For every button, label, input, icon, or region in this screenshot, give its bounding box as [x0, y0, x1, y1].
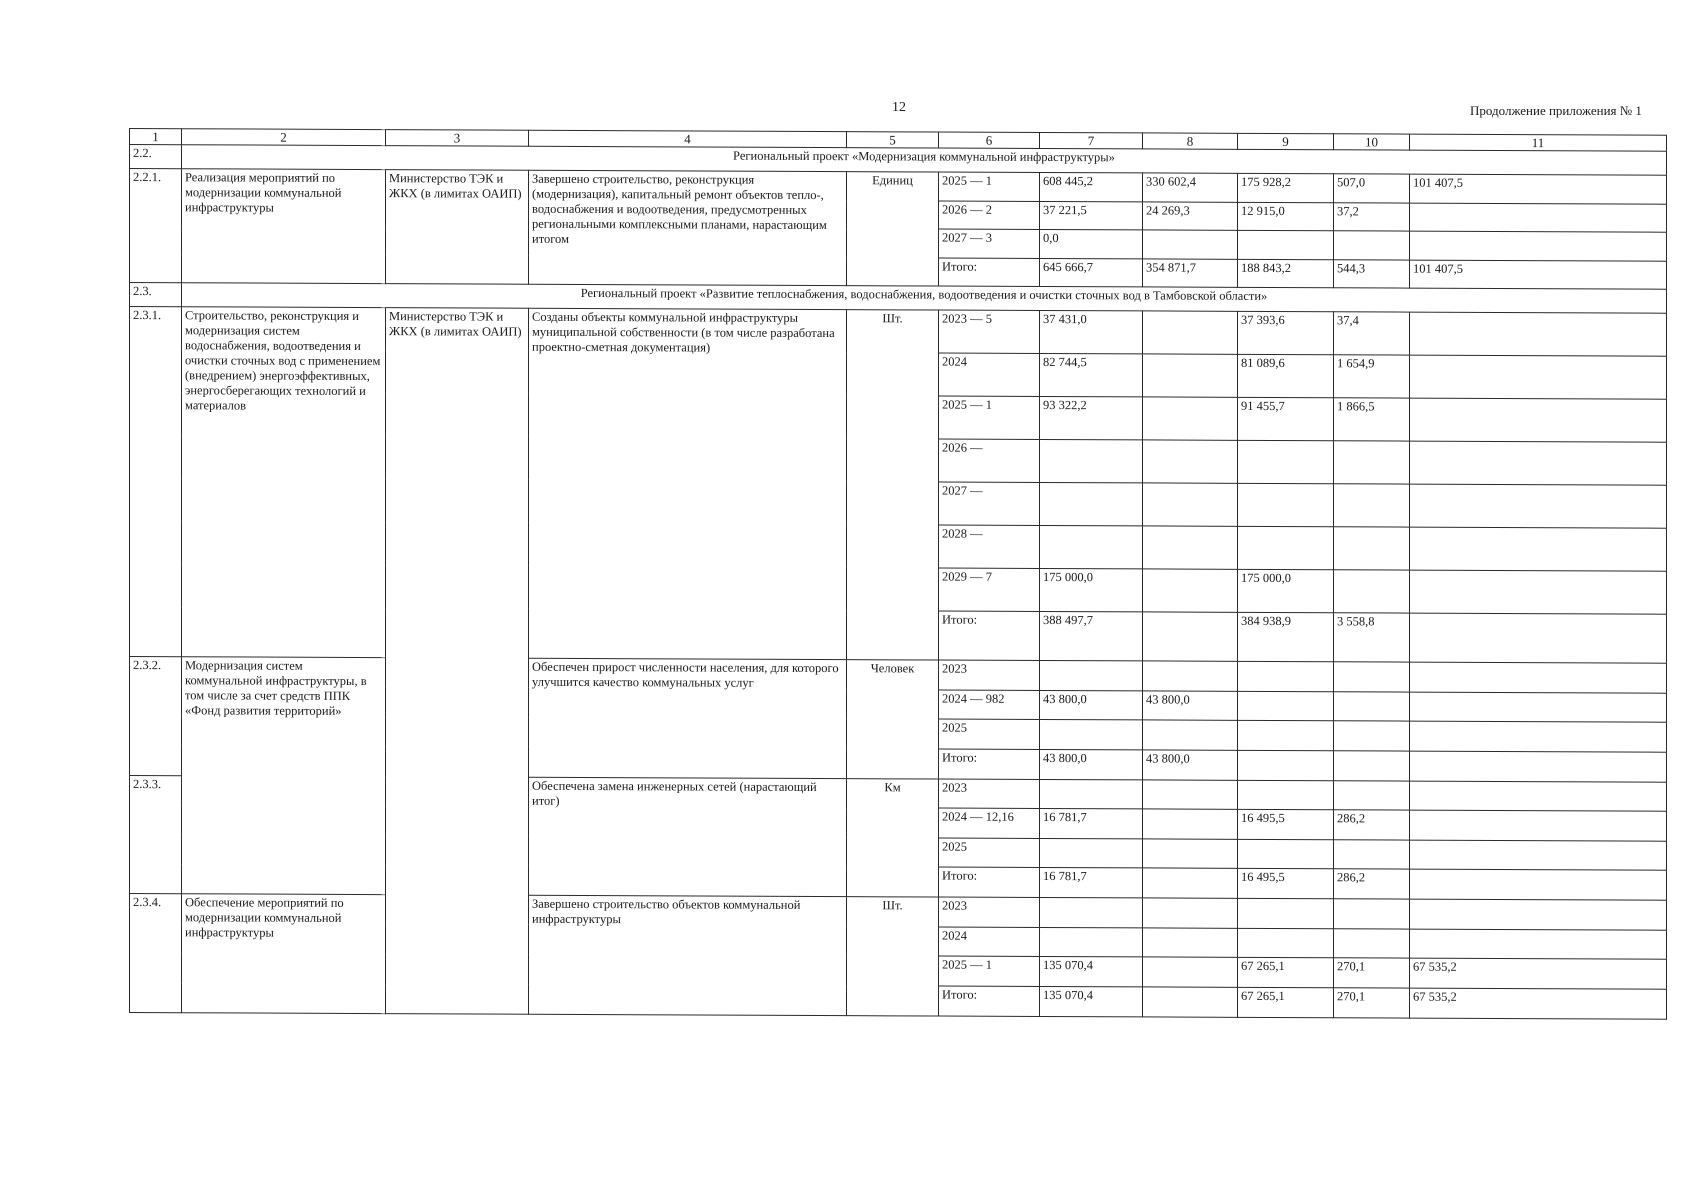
value-cell [1334, 484, 1410, 527]
table-row [130, 306, 1667, 356]
item-result: Завершено строительство объектов коммунальной инфраструктуры [529, 895, 847, 1015]
value-cell: 3 558,8 [1334, 613, 1410, 662]
value-cell [1143, 397, 1238, 440]
value-cell [1143, 230, 1238, 259]
year-cell: 2023 [939, 897, 1040, 927]
year-cell: 2026 — [939, 439, 1040, 482]
item-result: Завершено строительство, реконструкция (модернизация), капитальный ремонт объектов тепло-, водоснабжения и водоотведения, предусмотренных региональными комплексными планами, нарастающим итогом [529, 170, 847, 286]
value-cell [1238, 928, 1334, 958]
value-cell: 91 455,7 [1238, 397, 1334, 440]
value-cell [1143, 311, 1238, 354]
value-cell [1410, 312, 1667, 356]
value-cell: 37,4 [1334, 312, 1410, 355]
item-unit: Км [847, 778, 939, 897]
column-number: 5 [847, 132, 939, 149]
column-number: 4 [529, 130, 847, 148]
year-cell: 2025 — 1 [939, 172, 1040, 201]
value-cell [1040, 720, 1143, 750]
year-cell: Итого: [939, 258, 1040, 287]
value-cell [1143, 957, 1238, 987]
value-cell: 37 221,5 [1040, 201, 1143, 230]
table-row [130, 894, 1667, 930]
value-cell [1143, 720, 1238, 750]
value-cell [1410, 692, 1667, 723]
value-cell: 286,2 [1334, 869, 1410, 899]
year-cell: 2026 — 2 [939, 201, 1040, 230]
value-cell: 67 535,2 [1410, 959, 1667, 990]
item-executor: Министерство ТЭК и ЖКХ (в лимитах ОАИП) [386, 170, 529, 285]
value-cell: 43 800,0 [1143, 690, 1238, 720]
value-cell [1143, 868, 1238, 898]
value-cell: 270,1 [1334, 958, 1410, 988]
value-cell [1040, 482, 1143, 525]
year-cell: 2025 [939, 838, 1040, 868]
value-cell [1143, 569, 1238, 612]
value-cell: 81 089,6 [1238, 354, 1334, 397]
section-title: Региональный проект «Развитие теплоснабжения, водоснабжения, водоотведения и очистки сточных вод в Тамбовской области» [182, 283, 1667, 313]
value-cell: 135 070,4 [1040, 957, 1143, 987]
page-number: 12 [892, 100, 906, 115]
value-cell [1410, 484, 1667, 528]
item-measure: Реализация мероприятий по модернизации коммунальной инфраструктуры [182, 169, 386, 284]
value-cell [1334, 899, 1410, 929]
year-cell: 2023 [939, 779, 1040, 809]
item-unit: Человек [847, 660, 939, 779]
year-cell: 2029 — 7 [939, 568, 1040, 611]
item-unit: Шт. [847, 310, 939, 660]
value-cell [1334, 691, 1410, 721]
column-number: 7 [1040, 132, 1143, 149]
item-measure: Модернизация систем коммунальной инфраструктуры, в том числе за счет средств ППК «Фонд развития территорий» [182, 657, 386, 895]
value-cell: 188 843,2 [1238, 259, 1334, 288]
value-cell [1410, 613, 1667, 663]
value-cell [1143, 440, 1238, 483]
column-number: 8 [1143, 133, 1238, 150]
value-cell [1040, 439, 1143, 482]
value-cell [1238, 483, 1334, 526]
year-cell: 2023 — 5 [939, 310, 1040, 353]
value-cell [1143, 928, 1238, 958]
value-cell [1040, 660, 1143, 690]
value-cell [1410, 751, 1667, 782]
value-cell [1143, 779, 1238, 809]
value-cell [1334, 751, 1410, 781]
column-number: 9 [1238, 133, 1334, 150]
value-cell [1143, 987, 1238, 1017]
year-cell: 2025 — 1 [939, 396, 1040, 439]
value-cell [1143, 661, 1238, 691]
value-cell [1410, 840, 1667, 871]
value-cell [1334, 721, 1410, 751]
year-cell: Итого: [939, 749, 1040, 779]
value-cell: 101 407,5 [1410, 260, 1667, 290]
value-cell: 608 445,2 [1040, 172, 1143, 201]
year-cell: 2027 — [939, 482, 1040, 525]
value-cell: 67 535,2 [1410, 988, 1667, 1019]
value-cell [1334, 929, 1410, 959]
value-cell [1040, 525, 1143, 568]
value-cell [1334, 570, 1410, 613]
value-cell: 286,2 [1334, 810, 1410, 840]
value-cell [1334, 527, 1410, 570]
value-cell [1410, 398, 1667, 442]
value-cell [1410, 662, 1667, 693]
column-number: 11 [1410, 134, 1667, 151]
value-cell [1143, 809, 1238, 839]
value-cell: 43 800,0 [1040, 749, 1143, 779]
value-cell [1334, 840, 1410, 870]
appendix-continuation-label: Продолжение приложения № 1 [1470, 103, 1642, 118]
year-cell: Итого: [939, 611, 1040, 661]
year-cell: 2023 [939, 660, 1040, 690]
item-measure: Обеспечение мероприятий по модернизации коммунальной инфраструктуры [182, 894, 386, 1014]
section-title: Региональный проект «Модернизация коммунальной инфраструктуры» [182, 145, 1667, 175]
value-cell [1334, 662, 1410, 692]
value-cell [1334, 231, 1410, 260]
value-cell [1143, 526, 1238, 569]
value-cell: 175 000,0 [1040, 568, 1143, 611]
value-cell: 43 800,0 [1040, 690, 1143, 720]
column-number: 1 [130, 129, 182, 146]
item-code: 2.2.1. [130, 168, 182, 283]
value-cell [1238, 780, 1334, 810]
value-cell [1143, 839, 1238, 869]
item-code: 2.3.4. [130, 894, 182, 1013]
table-row [130, 168, 1667, 203]
year-cell: Итого: [939, 868, 1040, 898]
item-executor: Министерство ТЭК и ЖКХ (в лимитах ОАИП) [386, 308, 529, 1015]
value-cell [1238, 750, 1334, 780]
value-cell [1040, 779, 1143, 809]
year-cell: 2025 [939, 719, 1040, 749]
value-cell: 388 497,7 [1040, 611, 1143, 661]
item-code: 2.3.3. [130, 775, 182, 894]
column-number: 2 [182, 129, 386, 146]
value-cell: 0,0 [1040, 230, 1143, 259]
section-code: 2.3. [130, 283, 182, 307]
value-cell: 16 495,5 [1238, 809, 1334, 839]
value-cell: 93 322,2 [1040, 396, 1143, 439]
value-cell [1238, 898, 1334, 928]
year-cell: Итого: [939, 986, 1040, 1016]
item-unit: Шт. [847, 897, 939, 1016]
value-cell: 37,2 [1334, 202, 1410, 231]
value-cell: 175 928,2 [1238, 173, 1334, 202]
value-cell [1334, 441, 1410, 484]
value-cell [1410, 781, 1667, 812]
value-cell [1238, 691, 1334, 721]
year-cell: 2025 — 1 [939, 956, 1040, 986]
value-cell: 645 666,7 [1040, 258, 1143, 287]
item-measure: Строительство, реконструкция и модернизация систем водоснабжения, водоотведения и очистки сточных вод с применением (внедрением) энергоэффективных, энергосберегающих технологий и материалов [182, 307, 386, 658]
value-cell [1410, 810, 1667, 841]
value-cell [1238, 231, 1334, 260]
appendix-table [129, 128, 1667, 1020]
year-cell: 2028 — [939, 525, 1040, 568]
year-cell: 2024 [939, 927, 1040, 957]
value-cell [1143, 898, 1238, 928]
value-cell: 507,0 [1334, 174, 1410, 203]
value-cell [1238, 526, 1334, 569]
value-cell [1410, 570, 1667, 614]
value-cell: 135 070,4 [1040, 987, 1143, 1017]
section-code: 2.2. [130, 145, 182, 169]
value-cell [1143, 612, 1238, 662]
value-cell [1238, 661, 1334, 691]
value-cell [1410, 721, 1667, 752]
year-cell: 2024 — 982 [939, 690, 1040, 720]
value-cell: 354 871,7 [1143, 259, 1238, 288]
value-cell [1238, 721, 1334, 751]
value-cell: 1 654,9 [1334, 355, 1410, 398]
value-cell [1238, 440, 1334, 483]
value-cell: 1 866,5 [1334, 398, 1410, 441]
table-row [130, 656, 1667, 692]
item-result: Обеспечен прирост численности населения, для которого улучшится качество коммунальных услуг [529, 658, 847, 778]
value-cell [1143, 483, 1238, 526]
value-cell [1143, 354, 1238, 397]
item-unit: Единиц [847, 172, 939, 287]
column-number: 10 [1334, 134, 1410, 151]
value-cell: 330 602,4 [1143, 173, 1238, 202]
column-number: 3 [386, 130, 529, 147]
value-cell [1410, 203, 1667, 233]
value-cell: 43 800,0 [1143, 750, 1238, 780]
value-cell [1334, 780, 1410, 810]
value-cell: 37 393,6 [1238, 311, 1334, 354]
value-cell: 82 744,5 [1040, 353, 1143, 396]
item-code: 2.3.2. [130, 656, 182, 775]
value-cell: 270,1 [1334, 988, 1410, 1018]
value-cell: 24 269,3 [1143, 201, 1238, 230]
value-cell: 384 938,9 [1238, 612, 1334, 662]
value-cell: 12 915,0 [1238, 202, 1334, 231]
item-result: Обеспечена замена инженерных сетей (нарастающий итог) [529, 777, 847, 897]
year-cell: 2024 — 12,16 [939, 808, 1040, 838]
value-cell [1410, 441, 1667, 485]
column-number: 6 [939, 132, 1040, 149]
value-cell: 67 265,1 [1238, 958, 1334, 988]
value-cell: 16 781,7 [1040, 809, 1143, 839]
value-cell [1410, 355, 1667, 399]
value-cell: 175 000,0 [1238, 569, 1334, 612]
value-cell: 16 495,5 [1238, 869, 1334, 899]
item-result: Созданы объекты коммунальной инфраструктуры муниципальной собственности (в том числе разработана проектно-сметная документация) [529, 308, 847, 659]
value-cell [1410, 527, 1667, 571]
item-code: 2.3.1. [130, 306, 182, 656]
value-cell [1410, 899, 1667, 930]
year-cell: 2024 [939, 353, 1040, 396]
value-cell: 37 431,0 [1040, 310, 1143, 353]
value-cell [1410, 231, 1667, 261]
value-cell: 67 265,1 [1238, 987, 1334, 1017]
value-cell [1040, 898, 1143, 928]
value-cell: 101 407,5 [1410, 174, 1667, 204]
appendix-table-sheet [129, 128, 1666, 1020]
value-cell [1238, 839, 1334, 869]
value-cell [1040, 927, 1143, 957]
value-cell [1410, 870, 1667, 901]
value-cell: 544,3 [1334, 260, 1410, 289]
value-cell [1040, 838, 1143, 868]
value-cell: 16 781,7 [1040, 868, 1143, 898]
value-cell [1410, 929, 1667, 960]
year-cell: 2027 — 3 [939, 229, 1040, 258]
